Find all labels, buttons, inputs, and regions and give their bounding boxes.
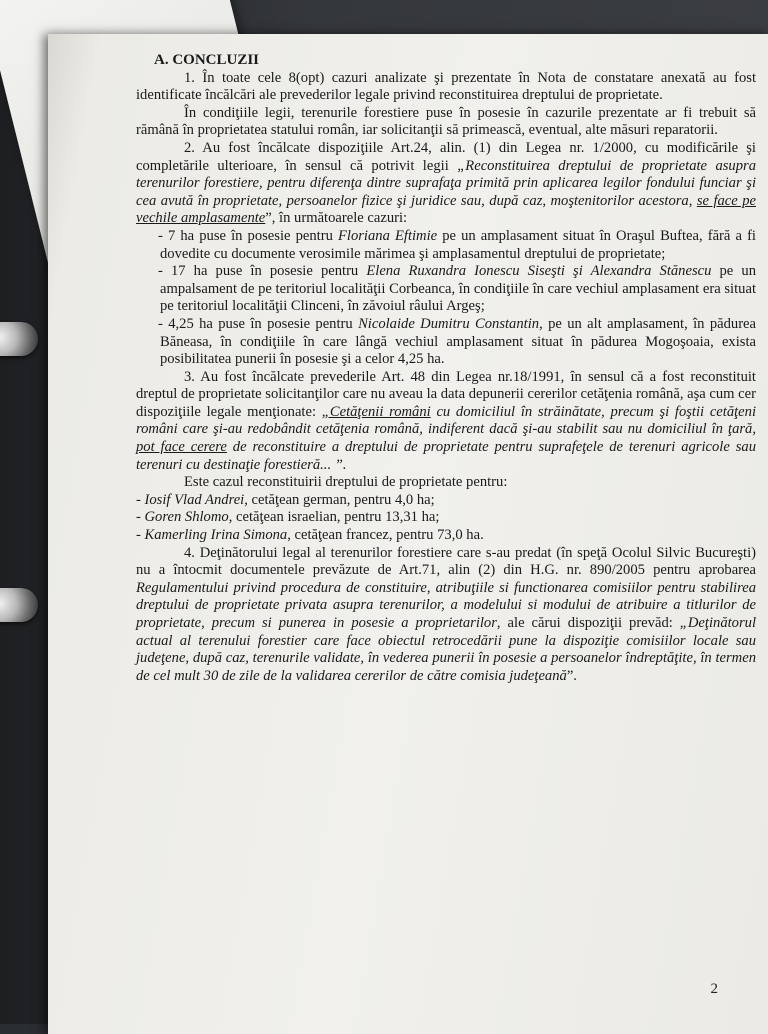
- citizen-1-rest: , cetăţean german, pentru 4,0 ha;: [244, 491, 435, 508]
- citizens-quote-underlined-2: pot face cerere: [136, 439, 227, 456]
- citizen-item-1: - Iosif Vlad Andrei, cetăţean german, pentru 4,0 ha;: [136, 491, 435, 508]
- paragraph-4: [136, 369, 756, 475]
- paragraph-6: [136, 545, 756, 686]
- citizen-2-name: Goren Shlomo: [144, 509, 229, 526]
- citizen-2-rest: , cetăţean israelian, pentru 13,31 ha;: [228, 509, 440, 526]
- page-number: 2: [710, 981, 718, 997]
- paragraph-3-end: ”, în următoarele cazuri:: [265, 210, 408, 227]
- paragraph-6-text: 4. Deţinătorului legal al terenurilor forestiere care s-au predat (în speţă Ocolul Silvic Bucureşti) nu a întocmit documentele prevăzute de Art.71, alin (2) din H.G. nr. 890/2005 pentru aprobarea: [136, 544, 756, 579]
- binder-ring-top: [0, 322, 38, 356]
- case-2-text: - 17 ha puse în posesie pentru: [158, 263, 367, 280]
- regulation-title: Regulamentului privind procedura de constituire, atribuţiile si functionarea comisiilor pentru stabilirea dreptului de proprietate privata asupra terenurilor, a modelului si modului de atribuire a titlurilor de proprietate, precum si punerea in posesie a proprietarilor: [136, 579, 756, 631]
- citizen-item-2: - Goren Shlomo, cetăţean israelian, pentru 13,31 ha;: [136, 509, 440, 526]
- law-quote-underlined: se face pe vechile amplasamente: [136, 192, 756, 227]
- paragraph-2: În condiţiile legii, terenurile forestiere puse în posesie în cazurile prezentate ar fi trebuit să rămână în proprietatea statului român, iar solicitanţii să primească, eventual, alte măsuri reparatorii.: [136, 104, 756, 139]
- citizens-quote: cu domiciliul în străinătate, precum şi foştii cetăţeni români care şi-au redobândit cetăţenia română, indiferent dacă şi-au stabilit sau nu domiciliul în ţară,: [136, 403, 757, 438]
- paragraph-3: [136, 140, 756, 228]
- paragraph-6-mid: , ale cărui dispoziţii prevăd:: [496, 615, 680, 631]
- paragraph-3-text: 2. Au fost încălcate dispoziţiile Art.24, alin. (1) din Legea nr. 1/2000, cu modificările şi completările ulterioare, în sensul că potrivit legii: [136, 139, 756, 174]
- section-title: A. CONCLUZII: [154, 52, 260, 68]
- case-2-name: Elena Ruxandra Ionescu Siseşti şi Alexandra Stănescu: [366, 263, 712, 280]
- citizen-item-3: - Kamerling Irina Simona, cetăţean francez, pentru 73,0 ha.: [136, 527, 484, 544]
- paragraph-4-text: 3. Au fost încălcate prevederile Art. 48 din Legea nr.18/1991, în sensul că a fost reconstituit dreptul de proprietate solicitanţilor care nu aveau la data depunerii cererilor cetăţenia română, aşa cum cer dispoziţiile legale menţionate:: [136, 368, 756, 420]
- document-body: [136, 52, 756, 685]
- binder-ring-bottom: [0, 588, 38, 622]
- regulation-quote: „Deţinătorul actual al terenului forestier care face obiectul retrocedării pune la dispoziţie comisiilor locale sau judeţene, după caz, terenurile validate, în vederea punerii în posesie a persoanelor îndreptăţite, în termen de cel mult 30 de zile de la validarea cererilor de către comisia judeţeană: [136, 615, 756, 684]
- paragraph-6-end: ”.: [566, 667, 577, 684]
- case-2-rest: pe un ampalsament de pe teritoriul localităţii Corbeanca, în condiţiile în care vechiul amplasament era situat pe teritoriul localităţii Clinceni, în zăvoiul râului Argeş;: [160, 263, 756, 315]
- citizen-3-name: Kamerling Irina Simona: [144, 527, 288, 544]
- document-page: [48, 34, 768, 1034]
- law-quote: „Reconstituirea dreptului de proprietate asupra terenurilor forestiere, pentru diferenţa dintre suprafaţa primită prin aplicarea legilor fondului funciar şi cea avută în proprietate, persoanelor fizice şi juridice sau, după caz, moştenitorilor acestora,: [136, 157, 756, 209]
- case-3-rest: , pe un alt amplasament, în pădurea Băneasa, în condiţiile în care lângă vechiul amplasament situat în pădurea Mogoşoaia, exista posibilitatea punerii în posesie şi a celor 4,25 ha.: [160, 315, 757, 368]
- case-1-text: - 7 ha puse în posesie pentru: [158, 227, 338, 244]
- citizen-1-name: Iosif Vlad Andrei: [144, 491, 245, 508]
- case-1-name: Floriana Eftimie: [337, 227, 438, 244]
- case-item-3: [136, 316, 756, 369]
- case-3-text: - 4,25 ha puse în posesie pentru: [158, 315, 359, 332]
- paragraph-5: Este cazul reconstituirii dreptului de proprietate pentru:: [184, 474, 508, 491]
- case-item-1: [136, 228, 756, 263]
- citizen-3-rest: , cetăţean francez, pentru 73,0 ha.: [287, 527, 484, 544]
- citizens-quote-end: de reconstituire a dreptului de proprietate pentru suprafeţele de terenuri agricole sau terenuri cu destinaţie forestieră... ”.: [136, 439, 756, 473]
- case-3-name: Nicolaide Dumitru Constantin: [358, 315, 540, 332]
- case-item-2: [136, 263, 756, 316]
- citizens-quote-underlined: „Cetăţenii români: [321, 403, 431, 420]
- case-1-rest: pe un amplasament situat în Oraşul Buftea, fără a fi dovedite cu documente verosimile mărimea şi amplasamentul dreptului de proprietate;: [160, 227, 756, 262]
- paragraph-1: 1. În toate cele 8(opt) cazuri analizate şi prezentate în Nota de constatare anexată au fost identificate încălcări ale prevederilor legale privind reconstituirea dreptului de proprietate.: [136, 69, 756, 104]
